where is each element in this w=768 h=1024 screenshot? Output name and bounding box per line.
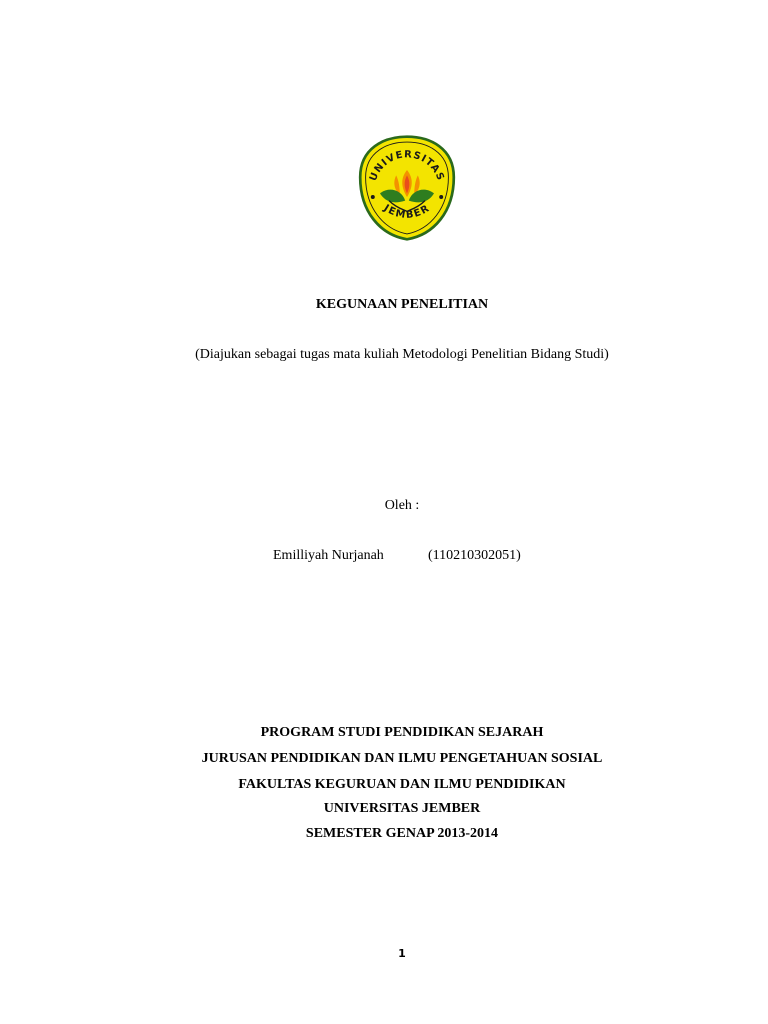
by-label: Oleh :: [384, 498, 420, 513]
page-number: 1: [398, 947, 406, 960]
institution-university: UNIVERSITAS JEMBER: [323, 801, 481, 816]
document-title: KEGUNAAN PENELITIAN: [315, 297, 489, 312]
institution-semester: SEMESTER GENAP 2013-2014: [305, 826, 499, 841]
document-subtitle: (Diajukan sebagai tugas mata kuliah Metodologi Penelitian Bidang Studi): [195, 347, 609, 362]
author-nim: (110210302051): [428, 548, 521, 563]
universitas-jember-logo-icon: [353, 134, 461, 242]
institution-department: JURUSAN PENDIDIKAN DAN ILMU PENGETAHUAN SOSIAL: [201, 751, 603, 766]
institution-program: PROGRAM STUDI PENDIDIKAN SEJARAH: [260, 725, 544, 740]
author-line: [273, 547, 521, 565]
svg-text:UNIVERSITAS: UNIVERSITAS: [367, 149, 447, 183]
institution-faculty: FAKULTAS KEGURUAN DAN ILMU PENDIDIKAN: [238, 777, 566, 792]
svg-text:JEMBER: JEMBER: [381, 202, 433, 222]
author-name: Emilliyah Nurjanah: [273, 548, 384, 563]
